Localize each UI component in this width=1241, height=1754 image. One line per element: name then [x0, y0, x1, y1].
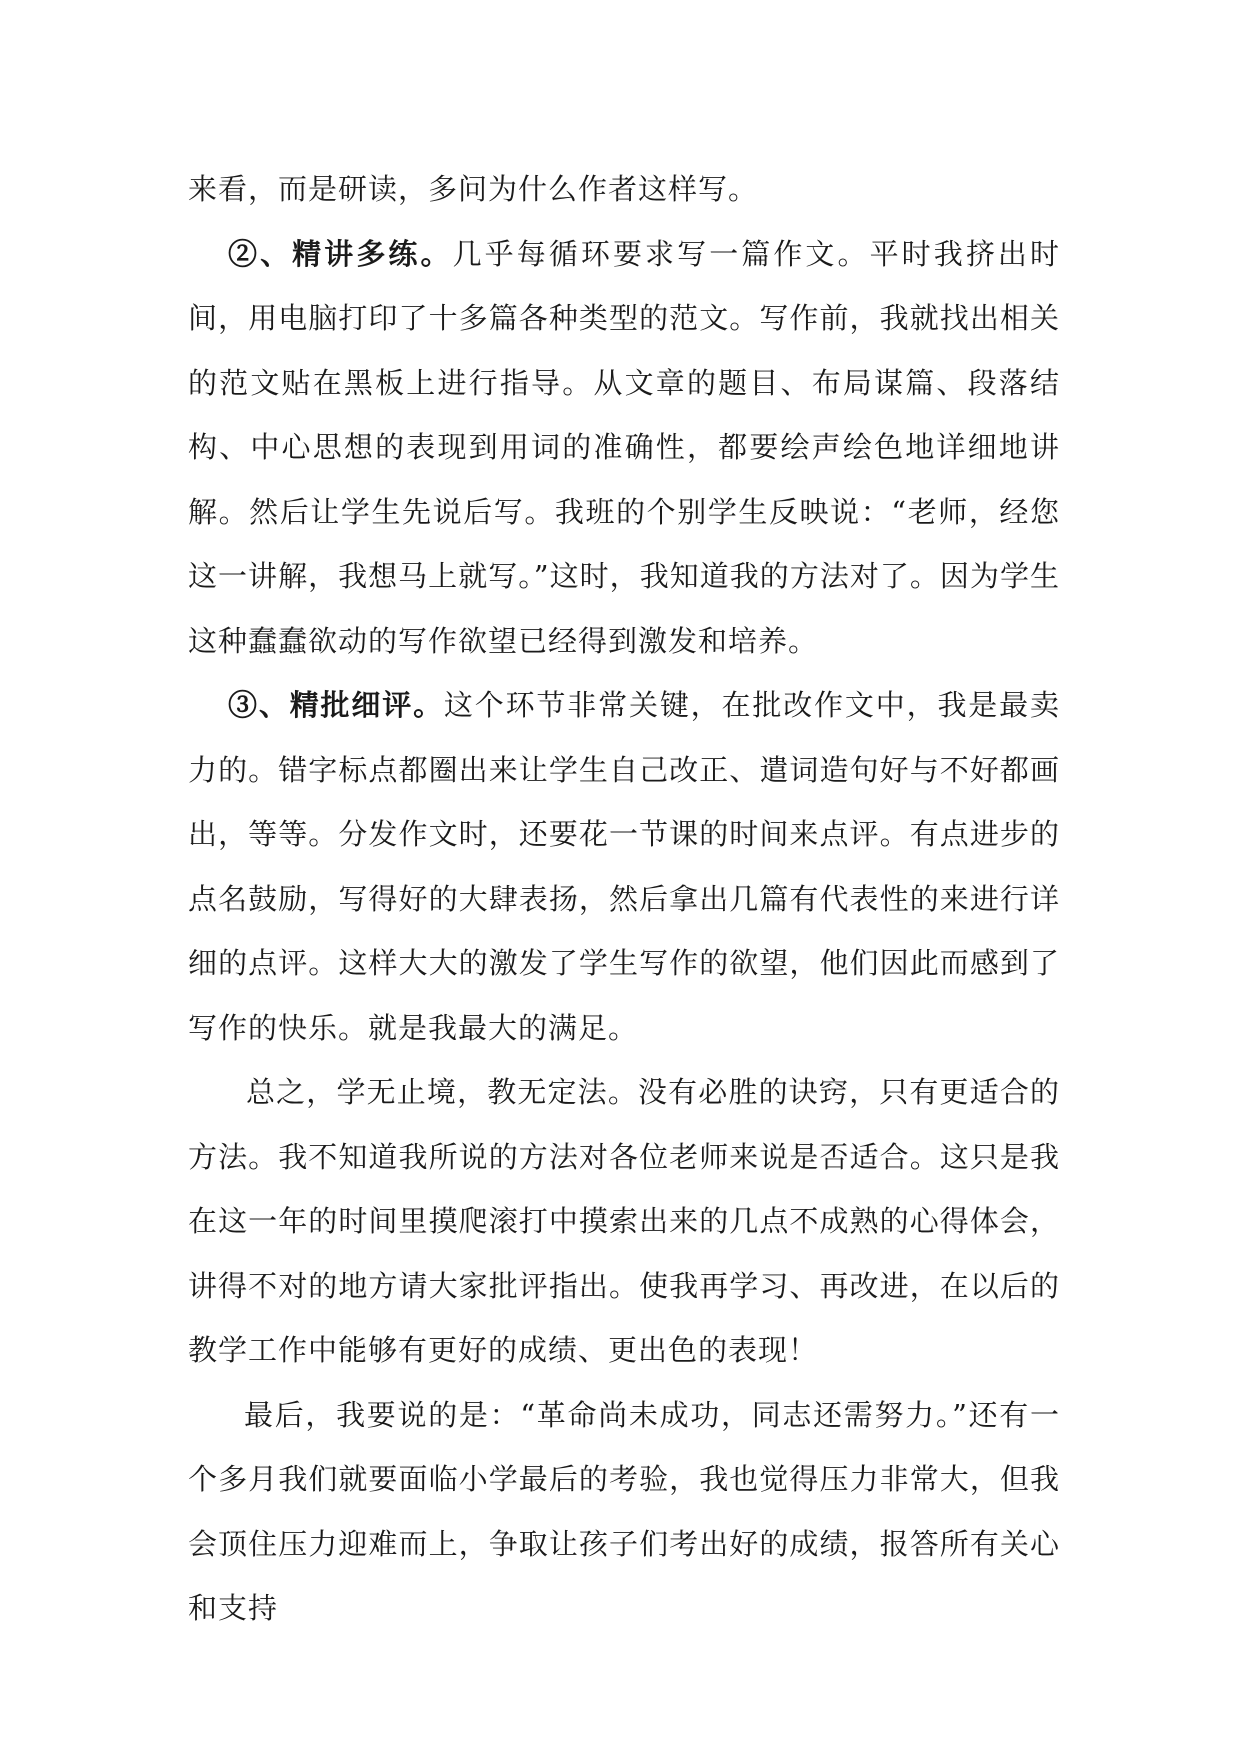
paragraph-precise-teaching	[188, 222, 1060, 674]
paragraph-text: 这个环节非常关键，在批改作文中，我是最卖力的。错字标点都圈出来让学生自己改正、遣词造句好与不好都画出，等等。分发作文时，还要花一节课的时间来点评。有点进步的点名鼓励，写得好的大肆表扬，然后拿出几篇有代表性的来进行详细的点评。这样大大的激发了学生写作的欲望，他们因此而感到了写作的快乐。就是我最大的满足。	[188, 688, 1060, 1045]
paragraph-summary	[188, 1060, 1060, 1383]
document-body	[188, 157, 1060, 1641]
paragraph-closing	[188, 1383, 1060, 1641]
paragraph-text: 最后，我要说的是：“革命尚未成功，同志还需努力。”还有一个多月我们就要面临小学最后的考验，我也觉得压力非常大，但我会顶住压力迎难而上，争取让孩子们考出好的成绩，报答所有关心和支持	[188, 1397, 1060, 1625]
paragraph-heading: ②、精讲多练。	[228, 236, 453, 271]
paragraph-text: 来看，而是研读，多问为什么作者这样写。	[188, 172, 759, 206]
paragraph-continuation	[188, 157, 1060, 222]
paragraph-precise-grading	[188, 673, 1060, 1060]
paragraph-text: 几乎每循环要求写一篇作文。平时我挤出时间，用电脑打印了十多篇各种类型的范文。写作前，我就找出相关的范文贴在黑板上进行指导。从文章的题目、布局谋篇、段落结构、中心思想的表现到用词的准确性，都要绘声绘色地详细地讲解。然后让学生先说后写。我班的个别学生反映说：“老师，经您这一讲解，我想马上就写。”这时，我知道我的方法对了。因为学生这种蠢蠢欲动的写作欲望已经得到激发和培养。	[188, 236, 1060, 658]
paragraph-text: 总之，学无止境，教无定法。没有必胜的诀窍，只有更适合的方法。我不知道我所说的方法对各位老师来说是否适合。这只是我在这一年的时间里摸爬滚打中摸索出来的几点不成熟的心得体会，讲得不对的地方请大家批评指出。使我再学习、再改进，在以后的教学工作中能够有更好的成绩、更出色的表现！	[188, 1075, 1060, 1367]
paragraph-heading: ③、精批细评。	[228, 688, 444, 722]
